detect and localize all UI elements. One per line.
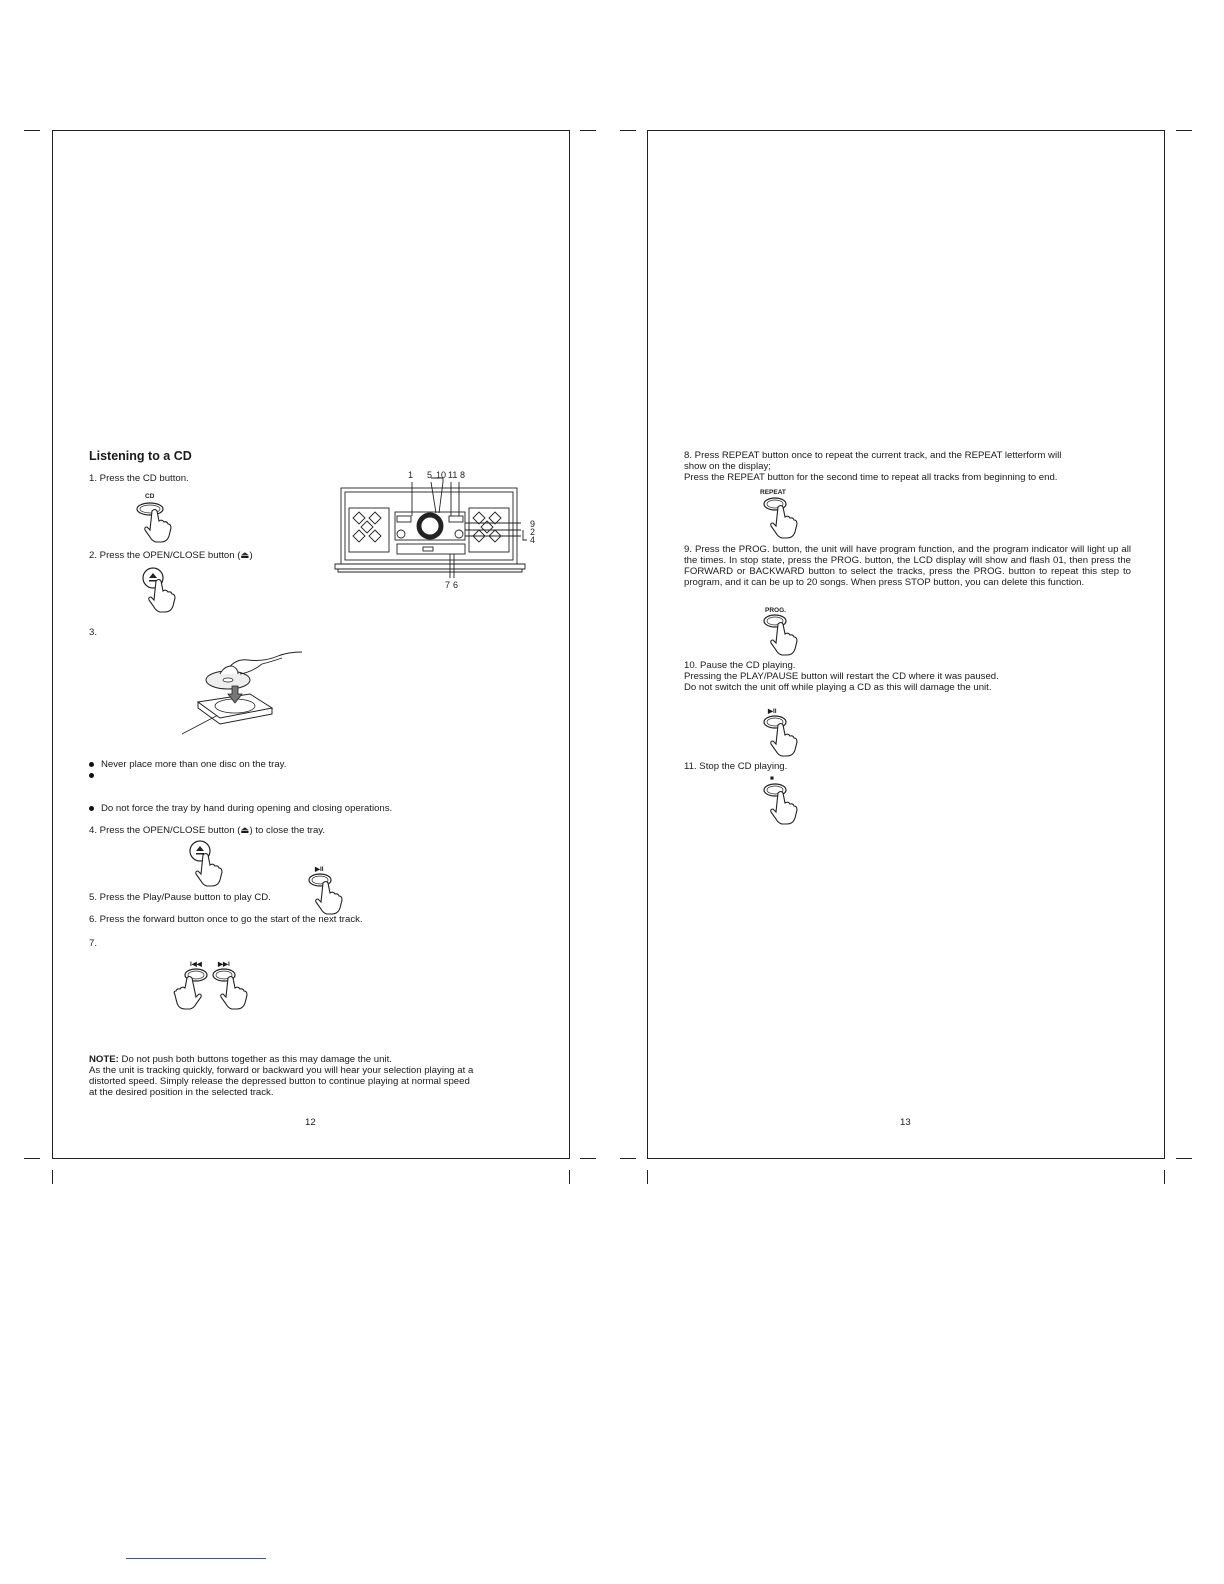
next-button-label: ▶▶I [218,961,230,968]
step-8-line-1: 8. Press REPEAT button once to repeat the current track, and the REPEAT letterform will [684,450,1062,461]
crop-mark [1176,130,1192,131]
bullet-3-text: Do not force the tray by hand during opening and closing operations. [101,803,393,814]
crop-mark [580,1158,596,1159]
crop-mark [24,130,40,131]
left-page [52,130,570,1159]
crop-mark [1176,1158,1192,1159]
bullet-dot [89,773,94,778]
stop-button-label: ■ [770,775,774,782]
play-pause-button-label: ▶II [315,866,324,873]
crop-mark [569,1170,570,1184]
step-2-text: 2. Press the OPEN/CLOSE button (⏏) [89,550,253,561]
step-1-text: 1. Press the CD button. [89,473,189,484]
crop-mark [52,1170,53,1184]
step-5-text: 5. Press the Play/Pause button to play CD. [89,892,271,903]
previous-button-press-icon [172,967,212,1013]
diagram-label-6: 6 [453,580,459,590]
note-line-4: at the desired position in the selected track. [89,1087,274,1098]
stop-button-press-icon [762,782,812,828]
page-number-left: 12 [305,1117,316,1128]
crop-mark [24,1158,40,1159]
prog-button-label: PROG. [765,607,786,614]
diagram-label-8: 8 [460,470,466,480]
prog-button-press-icon [762,613,812,659]
crop-mark [620,130,636,131]
diagram-label-2: 2 [530,527,536,537]
page-title: Listening to a CD [89,449,192,463]
previous-button-label: I◀◀ [190,961,202,968]
diagram-label-1: 1 [408,470,414,480]
cd-button-press-icon [130,500,180,545]
diagram-label-4: 4 [530,535,536,545]
play-pause-button-label: ▶II [768,708,777,715]
right-page [647,130,1165,1159]
bullet-dot [89,806,94,811]
step-3-text: 3. [89,627,98,638]
play-pause-button-press-icon [762,714,812,760]
step-7-text: 7. [89,938,98,949]
open-close-button-press-icon [187,840,237,888]
step-8-line-3: Press the REPEAT button for the second time to repeat all tracks from beginning to end. [684,472,1058,483]
note-line-1 [89,1054,392,1065]
crop-mark [580,130,596,131]
open-close-button-press-icon [140,566,190,612]
note-text: Do not push both buttons together as this may damage the unit. [118,1054,392,1065]
page-number-right: 13 [900,1117,911,1128]
next-button-press-icon [212,967,257,1013]
bottom-link-underline [126,1558,266,1559]
diagram-label-10: 10 [436,470,447,480]
crop-mark [620,1158,636,1159]
step-11-text: 11. Stop the CD playing. [684,761,788,772]
repeat-button-label: REPEAT [760,489,786,496]
step-4-text: 4. Press the OPEN/CLOSE button (⏏) to close the tray. [89,825,326,836]
step-10-line-3: Do not switch the unit off while playing a CD as this will damage the unit. [684,682,992,693]
note-line-3: distorted speed. Simply release the depressed button to continue playing at normal speed [89,1076,470,1087]
bullet-dot [89,762,94,767]
crop-mark [1164,1170,1165,1184]
step-10-line-2: Pressing the PLAY/PAUSE button will restart the CD where it was paused. [684,671,999,682]
cd-button-label: CD [145,493,155,500]
note-line-2: As the unit is tracking quickly, forward or backward you will hear your selection playing at a [89,1065,474,1076]
disc-insertion-illustration [180,652,310,742]
step-6-text: 6. Press the forward button once to go the start of the next track. [89,914,363,925]
step-9-text: 9. Press the PROG. button, the unit will have program function, and the program indicator will light up all the times. In stop state, press the PROG. button, the LCD display will show and flash 01, then press the FORWARD or BACKWARD button to select the tracks, press the PROG. button to repeat this step to program, and it can be up to 20 songs. When press STOP button, you can delete this function. [684,544,1131,588]
note-label: NOTE: [89,1054,119,1065]
step-10-line-1: 10. Pause the CD playing. [684,660,796,671]
diagram-label-9: 9 [530,519,536,529]
diagram-label-11: 11 [448,470,458,480]
bullet-1-text: Never place more than one disc on the tray. [101,759,287,770]
diagram-label-7: 7 [445,580,451,590]
play-pause-button-press-icon [307,872,357,918]
repeat-button-press-icon [762,496,812,542]
diagram-label-5: 5 [427,470,433,480]
unit-front-panel-diagram [333,468,543,593]
step-8-line-2: show on the display; [684,461,771,472]
crop-mark [647,1170,648,1184]
